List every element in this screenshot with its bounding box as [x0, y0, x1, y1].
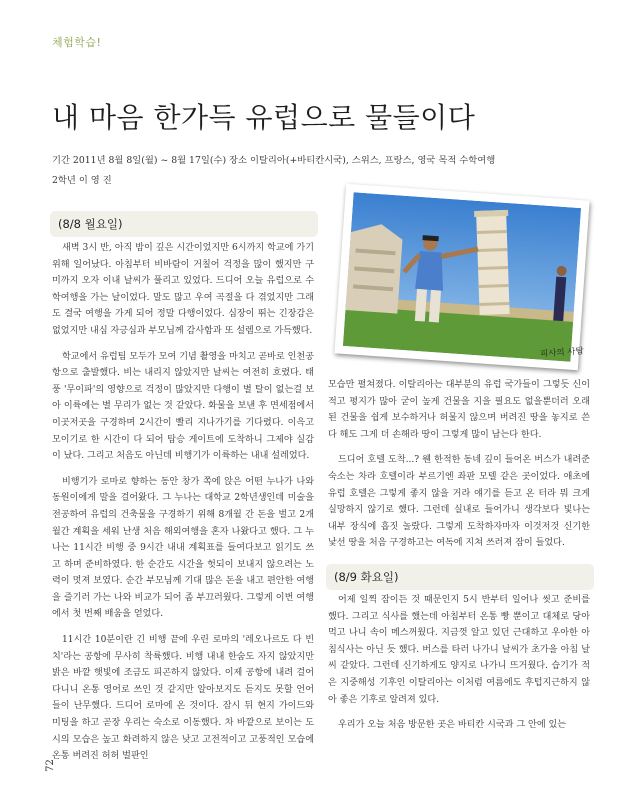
right-column — [328, 377, 590, 561]
section-label: 체험학습! — [52, 36, 102, 49]
paragraph: 우리가 오늘 처음 방문한 곳은 바티칸 시국과 그 안에 있는 — [338, 720, 567, 731]
trip-meta: 기간 2011년 8월 8일(월) ~ 8월 17일(수) 장소 이탈리아(+바티칸시국), 스위스, 프랑스, 영국 목적 수학여행 — [52, 155, 496, 166]
date-heading-day1: (8/8 월요일) — [50, 211, 318, 237]
page-title: 내 마음 한가득 유럽으로 물들이다 — [52, 101, 476, 134]
author-line: 2학년 이 영 진 — [52, 175, 112, 186]
leaning-tower-photo — [334, 184, 589, 371]
paragraph: 11시간 10분이란 긴 비행 끝에 우린 로마의 '레오나르도 다 빈치'라는 공항에 무사히 착륙했다. 비행 내내 한숨도 자지 않았지만 밝은 바깥 햇빛에 조금도 피곤하지 않았다. 이제 공항에 내려 걸어 다니니 온통 영어로 쓰인 것 같지만 알아보지도 듣지도 못할 언어들이 난무했다. 드디어 로마에 온 것이다. 잠시 뒤 현지 가이드와 미팅을 하고 곧장 우리는 숙소로 이동했다. 차 바깥으로 보이는 도시의 모습은 높고 화려하지 않은 낮고 고전적이고 고풍적인 모습에 온통 버려진 허허 벌판인 — [52, 635, 314, 762]
paragraph: 학교에서 유럽팀 모두가 모여 기념 촬영을 마치고 곧바로 인천공항으로 출발했다. 비는 내리지 않았지만 날씨는 여전히 흐렸다. 태풍 '무이파'의 영향으로 걱정이 많았지만 다행이 별 탈이 없는걸 보아 이륙에는 별 무리가 없는 것 같았다. 화물을 보낸 후 면세점에서 이곳저곳을 구경하며 2시간이 빨리 지나가기를 기다렸다. 이윽고 모이기로 한 시간이 다 되어 탑승 게이트에 도착하니 그제야 실감이 났다. 그리고 처음도 아닌데 비행기가 이륙하는 내내 설레었다. — [52, 351, 314, 462]
right-column-day2 — [328, 592, 590, 743]
paragraph: 비행기가 로마로 향하는 동안 창가 쪽에 앉은 어떤 누나가 나와 동원이에게 말을 걸어왔다. 그 누나는 대학교 2학년생인데 미술을 전공하여 유럽의 건축물을 구경하기 위해 8개월 간 돈을 벌고 2개월간 계획을 세워 난생 처음 해외여행을 혼자 나왔다고 했다. 그 누나는 11시간 비행 중 9시간 내내 계획표를 들여다보고 읽기도 쓰고 하며 준비하였다. 한 순간도 시간을 헛되이 보내지 않으려는 노력이 멋져 보였다. 순간 부모님께 기대 많은 돈을 내고 편안한 여행을 즐기러 가는 나와 비교가 되어 좀 부끄러웠다. 그렇게 이번 여행에서 첫 번째 배움을 얻었다. — [52, 476, 314, 620]
left-column — [52, 240, 314, 774]
paragraph: 새벽 3시 반, 아직 밤이 깊은 시간이었지만 6시까지 학교에 가기 위해 일어났다. 아침부터 비바람이 거칠어 걱정을 많이 했지만 구미까지 오자 이내 날씨가 풀리고 있었다. 드디어 오늘 유럽으로 수학여행을 가는 날이었다. 말도 많고 우여 곡절을 다 겪었지만 그래도 결국 여행을 가게 되어 정말 다행이었다. 심장이 뛰는 긴장감은 없었지만 내심 자긍심과 부모님께 감사함과 또 설렘으로 가득했다. — [52, 243, 314, 336]
photo-caption: 피사의 사탑 — [539, 346, 585, 360]
page-number: 72 — [44, 759, 56, 772]
paragraph: 모습만 펼쳐졌다. 이탈리아는 대부분의 유럽 국가들이 그렇듯 신이 적고 평지가 많아 굳이 높게 건물을 지을 필요도 없을뿐더러 오래된 건물을 쉽게 보수하거나 허물지 않으며 버려진 땅을 놓지로 쓴다 해도 그게 더 손해라 땅이 그렇게 많이 남는다 한다. — [328, 380, 590, 440]
paragraph: 드디어 호텔 도착...? 웬 한적한 동네 깊이 들어온 버스가 내려준 숙소는 차라 호텔이라 부르기엔 좌판 모텔 같은 곳이었다. 애초에 유럽 호텔은 그렇게 좋지 않을 거라 얘기를 듣고 온 터라 뭐 크게 실망하지 않기로 했다. 그런데 실내로 들어가니 생각보다 빛나는 내부 장식에 흡짓 놀랐다. 그렇게 도착하자마자 이것저것 신기한 낯선 땅을 처음 구경하고는 여독에 지쳐 쓰러져 잠이 들었다. — [328, 455, 590, 549]
photo-image — [343, 192, 581, 362]
date-heading-day2: (8/9 화요일) — [326, 564, 594, 590]
paragraph: 어제 일찍 잠이든 것 때문인지 5시 반부터 일어나 씻고 준비를 했다. 그리고 식사를 했는데 아침부터 온통 빵 뿐이고 대체로 당아 먹고 나니 속이 메스꺼웠다. 지금껏 알고 있던 근대하고 우아한 아침식사는 아닌 듯 했다. 버스를 타러 나가니 날씨가 초가을 아침 날씨 같았다. 그런데 신기하게도 양지로 나가니 뜨거웠다. 습기가 적은 지중해성 기후인 이탈리아는 이처럼 여름에도 후텁지근하지 않아 좋은 기후로 알려져 있다. — [328, 595, 590, 705]
